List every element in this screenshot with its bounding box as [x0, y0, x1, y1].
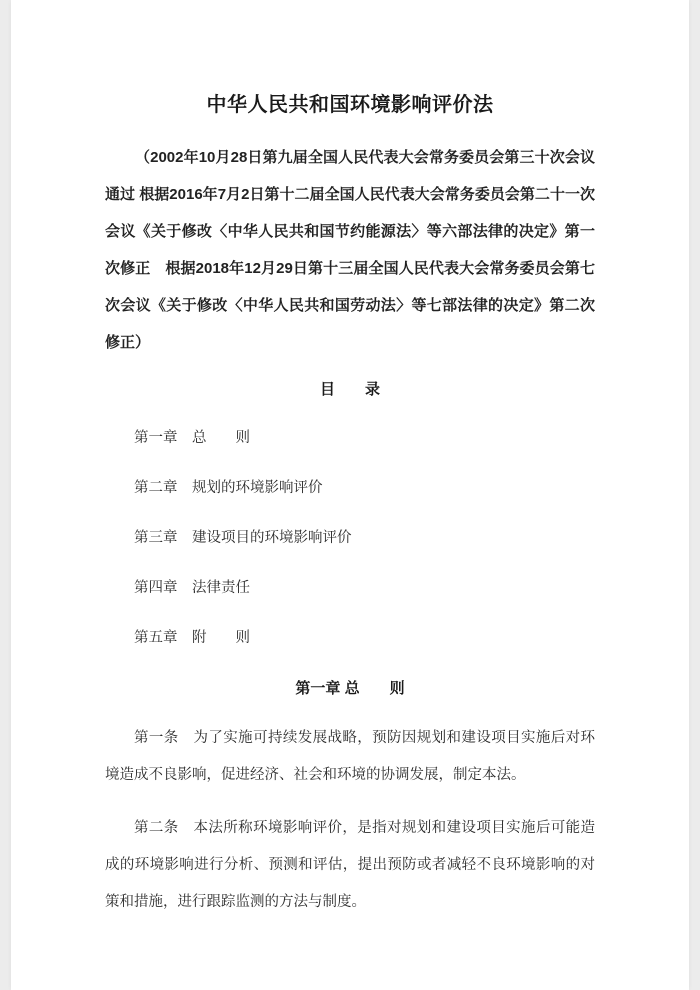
article-1-paragraph: 第一条 为了实施可持续发展战略，预防因规划和建设项目实施后对环境造成不良影响，促进经济、社会和环境的协调发展，制定本法。	[105, 730, 595, 783]
chapter-1-heading: 第一章 总 则	[295, 680, 405, 697]
toc-heading: 目 录	[319, 381, 380, 398]
toc-item-chapter-4: 第四章 法律责任	[134, 580, 250, 596]
toc-item-chapter-2: 第二章 规划的环境影响评价	[134, 480, 323, 496]
toc-item-chapter-1: 第一章 总 则	[134, 430, 250, 446]
preamble-paragraph: （2002年10月28日第九届全国人民代表大会常务委员会第三十次会议通过 根据2016年7月2日第十二届全国人民代表大会常务委员会第二十一次会议《关于修改〈中华人民共和国节约能源法〉等六部法律的决定》第一次修正 根据2018年12月29日第十三届全国人民代表大会常务委员会第七次会议《关于修改〈中华人民共和国劳动法〉等七部法律的决定》第二次修正）	[105, 149, 595, 351]
document-page	[11, 0, 689, 990]
toc-item-chapter-5: 第五章 附 则	[134, 630, 250, 646]
toc-item-chapter-3: 第三章 建设项目的环境影响评价	[134, 530, 352, 546]
document-title: 中华人民共和国环境影响评价法	[206, 94, 494, 116]
article-2-paragraph: 第二条 本法所称环境影响评价，是指对规划和建设项目实施后可能造成的环境影响进行分析、预测和评估，提出预防或者减轻不良环境影响的对策和措施，进行跟踪监测的方法与制度。	[105, 820, 595, 910]
